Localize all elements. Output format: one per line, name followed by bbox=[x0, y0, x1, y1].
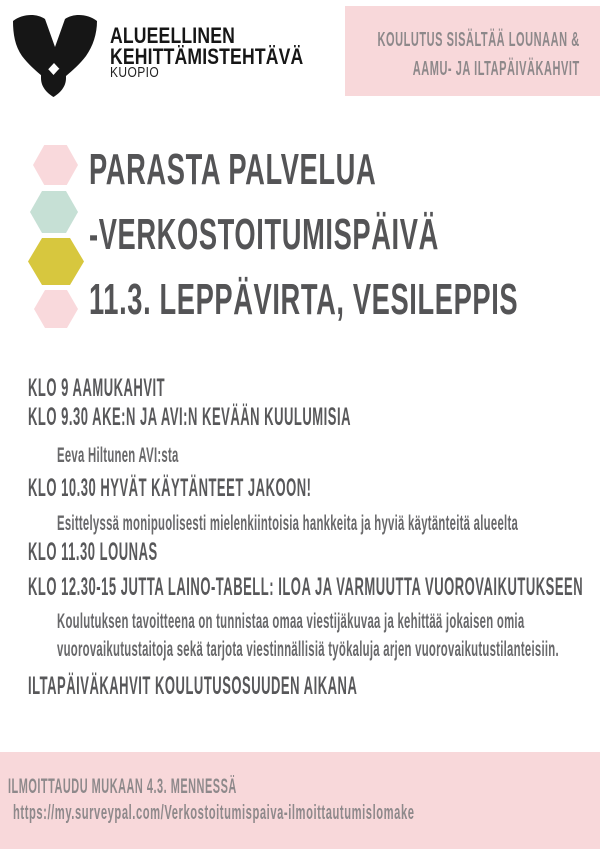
course-includes-line1: KOULUTUS SISÄLTÄÄ LOUNAAN & bbox=[377, 29, 580, 51]
course-includes-text bbox=[378, 26, 580, 84]
registration-url-link[interactable]: https://my.surveypal.com/Verkostoitumispaiva-ilmoittautumislomake bbox=[13, 802, 415, 824]
schedule-detail-goal-line1: Koulutuksen tavoitteena on tunnistaa omaa viestijäkuvaa ja kehittää jokaisen omia bbox=[57, 610, 525, 633]
schedule-detail-goal-line2: vuorovaikutustaitoja sekä tarjota viestinnällisiä työkaluja arjen vuorovaikutustilanteisiin. bbox=[57, 638, 559, 661]
event-title-line1: PARASTA PALVELUA bbox=[89, 145, 377, 194]
course-includes-box bbox=[345, 6, 600, 96]
schedule-item-0930: KLO 9.30 AKE:N JA AVI:N KEVÄÄN KUULUMISIA bbox=[28, 403, 351, 431]
org-name-line1: ALUEELLINEN bbox=[110, 23, 235, 48]
event-title-line2: -VERKOSTOITUMISPÄIVÄ bbox=[89, 210, 439, 259]
schedule-item-1130: KLO 11.30 LOUNAS bbox=[28, 538, 158, 566]
hexagon-decoration-mint bbox=[30, 191, 78, 233]
hexagon-decoration-yellow bbox=[28, 238, 84, 285]
event-title-line3: 11.3. LEPPÄVIRTA, VESILEPPIS bbox=[89, 275, 519, 324]
schedule-item-0900: KLO 9 AAMUKAHVIT bbox=[28, 374, 166, 402]
schedule-detail-presentations: Esittelyssä monipuolisesti mielenkiintoisia hankkeita ja hyviä käytänteitä alueelta bbox=[57, 512, 519, 535]
schedule-item-1030: KLO 10.30 HYVÄT KÄYTÄNTEET JAKOON! bbox=[28, 474, 312, 502]
m-book-logo-icon bbox=[10, 12, 100, 100]
org-city: KUOPIO bbox=[110, 64, 160, 81]
hexagon-decoration-pink bbox=[33, 145, 78, 185]
schedule-item-1230: KLO 12.30-15 JUTTA LAINO-TABELL: ILOA JA VARMUUTTA VUOROVAIKUTUKSEEN bbox=[28, 573, 584, 601]
schedule-detail-speaker: Eeva Hiltunen AVI:sta bbox=[57, 444, 179, 467]
course-includes-line2: AAMU- JA ILTAPÄIVÄKAHVIT bbox=[413, 58, 580, 80]
hexagon-decoration-pink2 bbox=[34, 290, 78, 328]
schedule-detail-goal bbox=[57, 608, 559, 664]
schedule-item-afternoon-coffee: ILTAPÄIVÄKAHVIT KOULUTUSOSUUDEN AIKANA bbox=[28, 672, 358, 700]
registration-deadline: ILMOITTAUDU MUKAAN 4.3. MENNESSÄ bbox=[8, 775, 237, 798]
org-name-line2: KEHITTÄMISTEHTÄVÄ bbox=[110, 44, 304, 69]
